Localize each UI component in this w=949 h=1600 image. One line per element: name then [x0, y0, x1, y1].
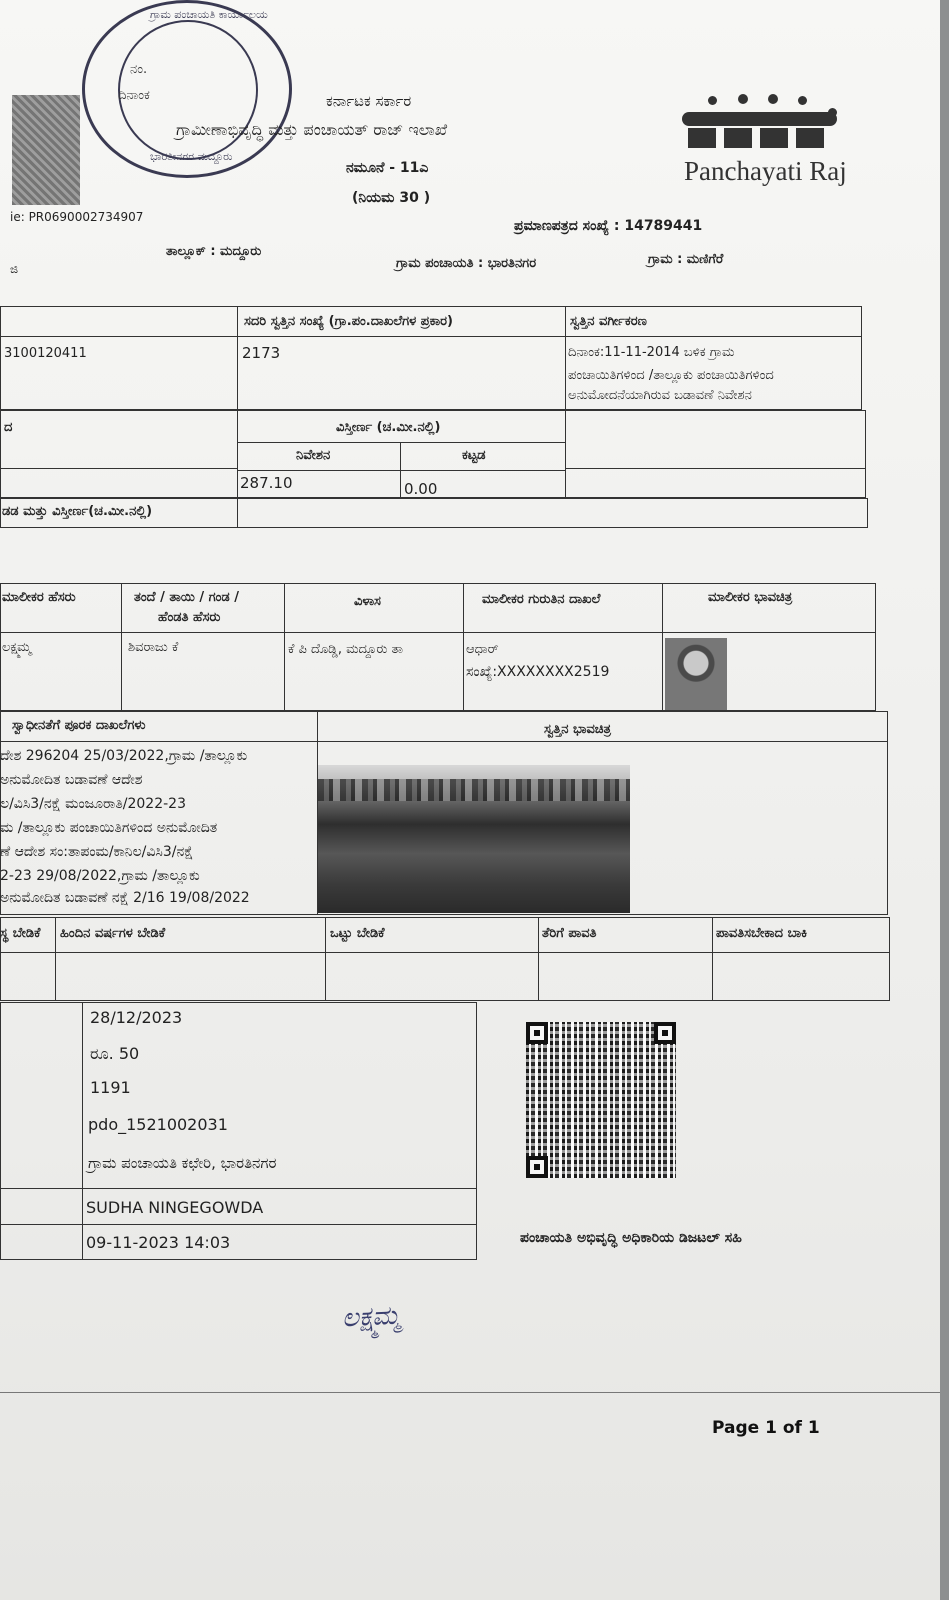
taluk-label: ತಾಲ್ಲೂಕ್ : ಮದ್ದೂರು: [166, 244, 262, 259]
classification-line-1: ದಿನಾಂಕ:11-11-2014 ಬಳಿಕ ಗ್ರಾಮ: [568, 345, 735, 360]
receipt-table: [0, 1002, 477, 1260]
certificate-number: ಪ್ರಮಾಣಪತ್ರದ ಸಂಖ್ಯೆ : 14789441: [514, 218, 703, 234]
pdo-code: pdo_1521002031: [88, 1115, 228, 1134]
panchayati-raj-logo-icon: [682, 94, 842, 150]
owner-photo: [665, 638, 727, 710]
classification-line-2: ಪಂಚಾಯಿತಿಗಳಿಂದ /ತಾಲ್ಲೂಕು ಪಂಚಾಯಿತಿಗಳಿಂದ: [568, 368, 774, 383]
digital-signature-caption: ಪಂಚಾಯತಿ ಅಭಿವೃದ್ಧಿ ಅಧಿಕಾರಿಯ ಡಿಜಟಲ್ ಸಹಿ: [520, 1230, 742, 1246]
site-area-header: ನಿವೇಶನ: [296, 448, 331, 463]
parent-name-value: ಶಿವರಾಜು ಕೆ: [128, 640, 179, 655]
seal-date-label: ದಿನಾಂಕ: [118, 88, 150, 103]
gram-panchayat-label: ಗ್ರಾಮ ಪಂಚಾಯತಿ : ಭಾರತಿನಗರ: [396, 256, 537, 271]
current-demand-header: ಸ್ಥ ಬೇಡಿಕೆ: [0, 926, 41, 941]
owner-photo-header: ಮಾಲೀಕರ ಭಾವಚಿತ್ರ: [708, 590, 793, 605]
village-label: ಗ್ರಾಮ : ಮಣಿಗೆರೆ: [648, 252, 724, 267]
owner-name-value: ಲಕ್ಷ್ಮಮ್ಮ: [2, 640, 32, 655]
document-line-4: ಮ /ತಾಲ್ಲೂಕು ಪಂಚಾಯಿತಿಗಳಿಂದ ಅನುಮೋದಿತ: [0, 820, 218, 836]
document-line-2: ಅನುಮೋದಿತ ಬಡಾವಣೆ ಆದೇಶ: [0, 772, 143, 788]
signed-timestamp: 09-11-2023 14:03: [86, 1233, 231, 1252]
parent-name-header-l2: ಹೆಂಡತಿ ಹೆಸರು: [158, 610, 221, 625]
total-demand-header: ಒಟ್ಟು ಬೇಡಿಕೆ: [330, 926, 385, 941]
qr-code-icon: [526, 1022, 676, 1178]
property-number-header: ಸದರಿ ಸ್ವತ್ತಿನ ಸಂಖ್ಯೆ (ಗ್ರಾ.ಪಂ.ದಾಖಲೆಗಳ ಪ್ರಕಾರ): [244, 314, 453, 329]
classification-line-3: ಅನುಮೋದನೆಯಾಗಿರುವ ಬಡಾವಣೆ ನಿವೇಶನ: [568, 388, 752, 403]
issuing-office: ಗ್ರಾಮ ಪಂಚಾಯತಿ ಕಛೇರಿ, ಭಾರತಿನಗರ: [88, 1154, 277, 1172]
site-area-value: 287.10: [240, 474, 293, 492]
receipt-number: 1191: [90, 1078, 131, 1097]
footer-divider: [0, 1392, 940, 1393]
property-photo: [318, 765, 630, 913]
seal-ring-text-bottom: ಭಾರತೀನಗರ ಮದ್ದೂರು: [150, 150, 233, 163]
karnataka-emblem-icon: [12, 95, 80, 205]
property-photo-header: ಸ್ವತ್ತಿನ ಭಾವಚಿತ್ರ: [544, 722, 611, 737]
area-header: ವಿಸ್ತೀರ್ಣ (ಚ.ಮೀ.ನಲ್ಲಿ): [336, 420, 441, 435]
total-area-label: ಡಡ ಮತ್ತು ವಿಸ್ತೀರ್ಣ(ಚ.ಮೀ.ನಲ್ಲಿ): [2, 504, 153, 519]
seal-ring-text-top: ಗ್ರಾಮ ಪಂಚಾಯತಿ ಕಾರ್ಯಾಲಯ: [150, 8, 268, 21]
owner-id-line-2: ಸಂಖ್ಯೆ:XXXXXXXX2519: [466, 664, 610, 680]
classification-header: ಸ್ವತ್ತಿನ ವರ್ಗೀಕರಣ: [570, 314, 647, 329]
government-title: ಕರ್ನಾಟಕ ಸರ್ಕಾರ: [326, 92, 412, 110]
address-value: ಕೆ ಪಿ ದೊಡ್ಡಿ, ಮದ್ದೂರು ತಾ: [288, 642, 403, 657]
form-number: ನಮೂನೆ - 11ಎ: [346, 160, 429, 176]
document-line-1: ದೇಶ 296204 25/03/2022,ಗ್ರಾಮ /ತಾಲ್ಲೂಕು: [0, 748, 248, 764]
property-number-value: 2173: [242, 344, 281, 362]
building-area-value: 0.00: [404, 480, 438, 498]
tax-paid-header: ತೆರಿಗೆ ಪಾವತಿ: [542, 926, 597, 941]
seal-number-label: ನಂ.: [130, 62, 148, 77]
document-line-3: ಲ/ವಿಸಿ3/ನಕ್ಷೆ ಮಂಜೂರಾತಿ/2022-23: [0, 796, 186, 812]
property-row-id: 3100120411: [4, 346, 87, 361]
document-line-7: ಅನುಮೋದಿತ ಬಡಾವಣೆ ನಕ್ಷೆ 2/16 19/08/2022: [0, 890, 250, 906]
owner-id-line-1: ಆಧಾರ್: [466, 642, 499, 657]
page-number: Page 1 of 1: [712, 1418, 820, 1438]
owner-id-header: ಮಾಲೀಕರ ಗುರುತಿನ ದಾಖಲೆ: [482, 592, 601, 607]
department-title: ಗ್ರಾಮೀಣಾಭಿವೃದ್ಧಿ ಮತ್ತು ಪಂಚಾಯತ್ ರಾಜ್ ಇಲಾಖೆ: [176, 120, 448, 139]
signer-name: SUDHA NINGEGOWDA: [86, 1198, 264, 1217]
previous-demand-header: ಹಿಂದಿನ ವರ್ಷಗಳ ಬೇಡಿಕೆ: [60, 926, 166, 941]
owner-name-header: ಮಾಲೀಕರ ಹೆಸರು: [2, 590, 76, 605]
building-area-header: ಕಟ್ಟಡ: [462, 448, 486, 463]
document-line-6: 2-23 29/08/2022,ಗ್ರಾಮ /ತಾಲ್ಲೂಕು: [0, 868, 200, 884]
address-header: ವಿಳಾಸ: [354, 594, 381, 609]
left-cut-label: ಜಿ: [10, 262, 19, 276]
rule-number: (ನಿಯಮ 30 ): [352, 190, 431, 206]
area-left-mark: ದ: [4, 420, 13, 435]
receipt-date: 28/12/2023: [90, 1008, 183, 1027]
parent-name-header-l1: ತಂದೆ / ತಾಯಿ / ಗಂಡ /: [134, 590, 239, 605]
documents-header: ಸ್ವಾಧೀನತೆಗೆ ಪೂರಕ ದಾಖಲೆಗಳು: [12, 718, 146, 733]
receipt-fee: ರೂ. 50: [90, 1044, 140, 1063]
balance-due-header: ಪಾವತಿಸಬೇಕಾದ ಬಾಕಿ: [716, 926, 808, 941]
document-line-5: ಣೆ ಆದೇಶ ಸಂ:ತಾಪಂಮ/ಕಾನಿಲ/ವಿಸಿ3/ನಕ್ಷೆ: [0, 844, 194, 860]
panchayati-raj-logo-text: Panchayati Raj: [684, 156, 847, 186]
property-id: ie: PR0690002734907: [10, 210, 144, 224]
handwritten-signature: ಲಕ್ಷ್ಮಮ್ಮ: [341, 1300, 402, 1334]
